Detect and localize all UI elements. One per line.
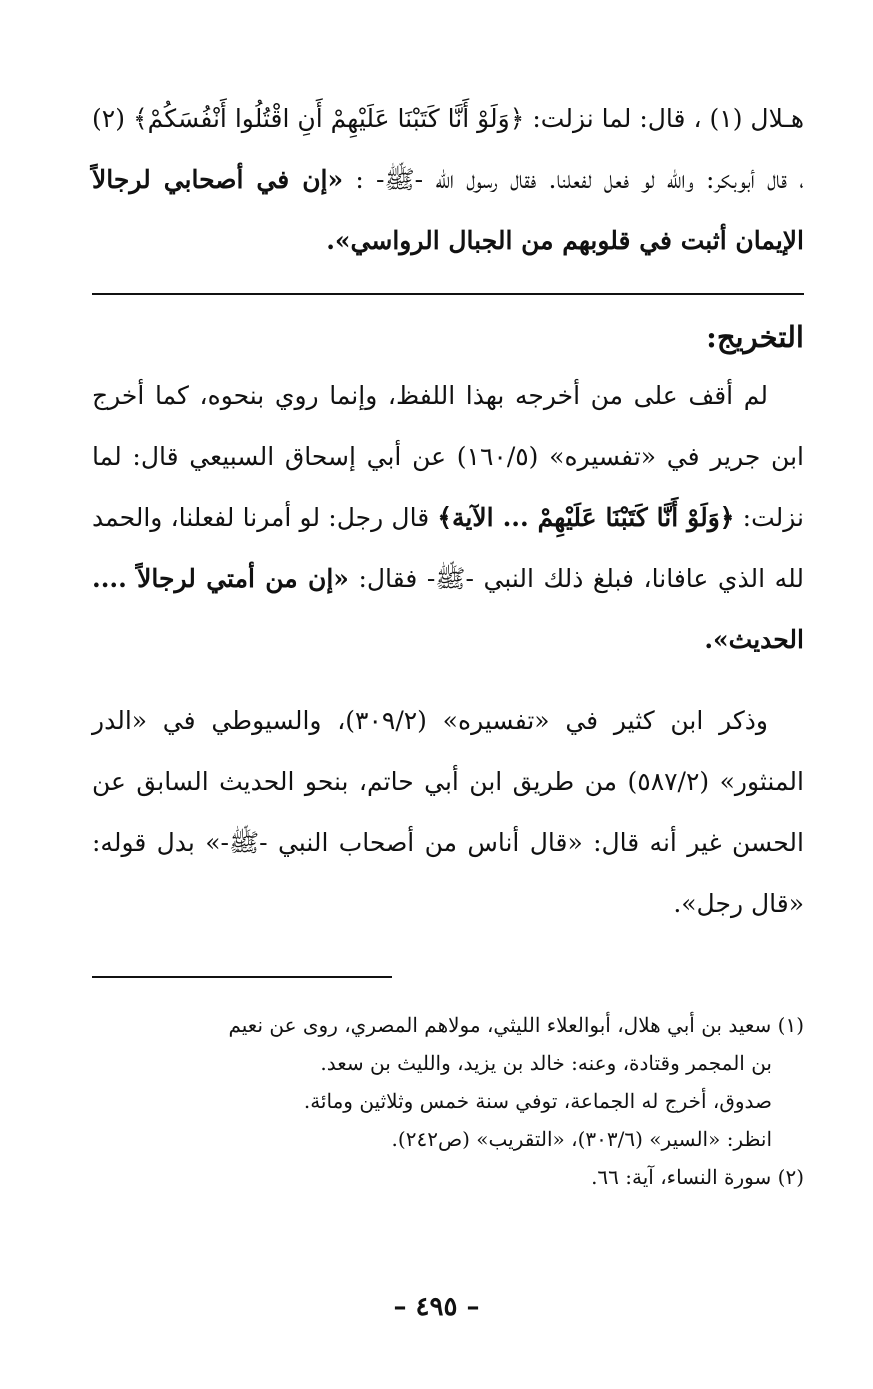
takhrij-paragraph-1 [92, 365, 804, 670]
hadith-text: «إن في أصحابي لرجالاً الإيمان أثبت في قلوبهم من الجبال الرواسي». [92, 165, 804, 255]
main-paragraph [92, 88, 804, 271]
main-text-1: هـلال (١) ، قال: لما نزلت: [524, 104, 804, 133]
footnote-1-line-2: بن المجمر وقتادة، وعنه: خالد بن يزيد، والليث بن سعد. [320, 1051, 772, 1075]
page-body [92, 88, 804, 1196]
takhrij-paragraph-2: وذكر ابن كثير في «تفسيره» (٣٠٩/٢)، والسيوطي في «الدر المنثور» (٥٨٧/٢) من طريق ابن أبي حاتم، بنحو الحديث السابق عن الحسن غير أنه قال: «قال أناس من أصحاب النبي -ﷺ-» بدل قوله: «قال رجل». [92, 706, 804, 918]
main-text-2: (٢) ، قال أبوبكر: واللّه لو فعل لفعلنا. فقال رسول اللّه -ﷺ- : [92, 104, 804, 194]
takhrij-text-2: قال رجل: لو أمرنا لفعلنا، والحمد لله الذي عافانا، فبلغ ذلك النبي -ﷺ- فقال: [92, 503, 804, 593]
takhrij-text-1: لم أقف على من أخرجه بهذا اللفظ، وإنما روي بنحوه، كما أخرج ابن جرير في «تفسيره» (١٦٠/٥) عن أبي إسحاق السبيعي قال: لما نزلت: [92, 381, 804, 532]
takhrij-quran-verse: ﴿وَلَوْ أَنَّا كَتَبْنَا عَلَيْهِمْ ... الآية﴾ [437, 503, 735, 532]
footnote-1-line-3: صدوق، أخرج له الجماعة، توفي سنة خمس وثلاثين ومائة. [303, 1089, 772, 1113]
takhrij-heading: التخريج: [706, 320, 804, 354]
main-text [92, 88, 804, 271]
footnotes [92, 1006, 804, 1196]
footnote-1-line-4: انظر: «السير» (٣٠٣/٦)، «التقريب» (ص٢٤٢). [391, 1127, 772, 1151]
takhrij-section [92, 365, 804, 934]
footnote-divider [92, 976, 392, 978]
footnote-1-line-1: (١) سعيد بن أبي هلال، أبوالعلاء الليثي، مولاهم المصري، روى عن نعيم [228, 1013, 804, 1037]
takhrij-hadith: «إن من أمتي لرجالاً .... الحديث». [92, 564, 804, 654]
footnote-2: (٢) سورة النساء، آية: ٦٦. [591, 1165, 804, 1189]
quran-verse: ﴿وَلَوْ أَنَّا كَتَبْنَا عَلَيْهِمْ أَنِ اقْتُلُوا أَنْفُسَكُمْ﴾ [132, 104, 525, 133]
page-number: – ٤٩٥ – [393, 1292, 480, 1322]
section-divider [92, 293, 804, 295]
